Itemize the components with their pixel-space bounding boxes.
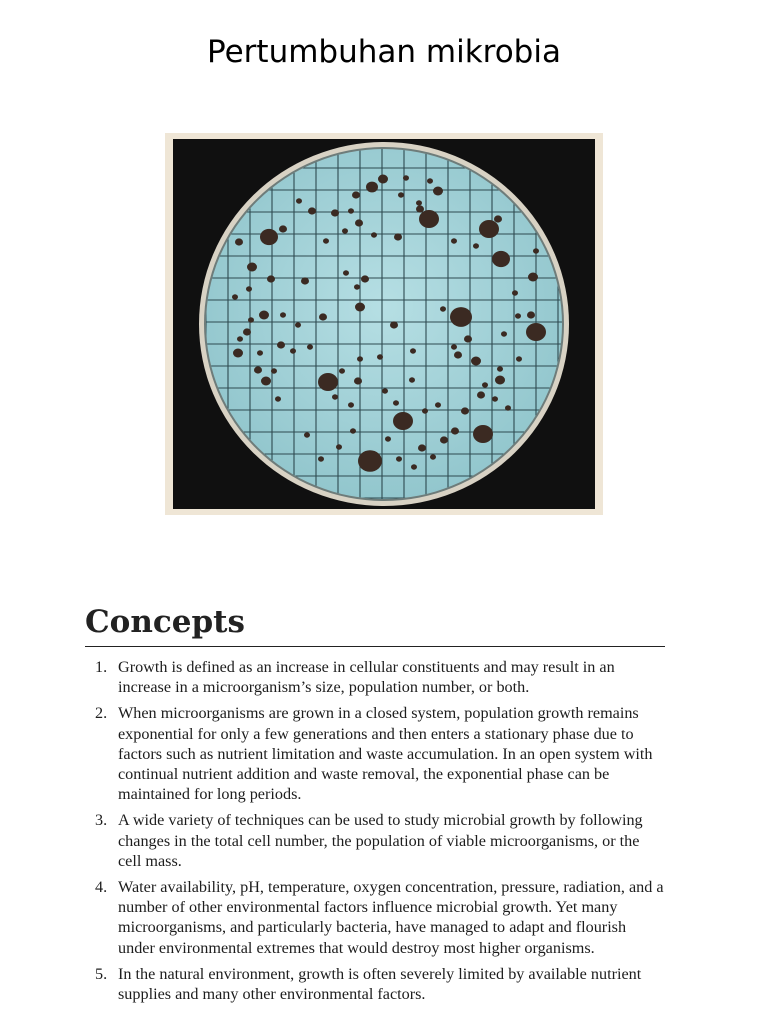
colony bbox=[479, 220, 499, 238]
concept-item-1 bbox=[85, 657, 665, 697]
colony bbox=[319, 313, 327, 320]
colony bbox=[277, 341, 285, 348]
concepts-list bbox=[85, 657, 665, 1004]
colony bbox=[301, 277, 309, 284]
colony bbox=[348, 208, 354, 213]
concept-number: 2. bbox=[95, 704, 108, 723]
colony bbox=[450, 307, 472, 327]
agar-surface bbox=[206, 149, 562, 499]
colony bbox=[403, 175, 409, 180]
colony bbox=[410, 348, 416, 353]
colony bbox=[355, 219, 363, 226]
colony bbox=[260, 229, 278, 245]
colony bbox=[398, 192, 404, 197]
colony bbox=[512, 290, 518, 295]
colony bbox=[233, 349, 243, 358]
colony bbox=[257, 350, 263, 355]
concept-text: A wide variety of techniques can be used to study microbial growth by following changes in the total cell number, the population of viable microorganisms, or the cell mass. bbox=[118, 811, 643, 870]
colony bbox=[433, 187, 443, 196]
colony bbox=[385, 436, 391, 441]
concept-item-3 bbox=[85, 810, 665, 871]
colony bbox=[371, 232, 377, 237]
colony bbox=[318, 456, 324, 461]
colony bbox=[366, 182, 378, 193]
colony bbox=[390, 321, 398, 328]
colony bbox=[501, 331, 507, 336]
colony bbox=[350, 428, 356, 433]
colony bbox=[237, 336, 243, 341]
colony bbox=[411, 464, 417, 469]
colony bbox=[342, 228, 348, 233]
colony bbox=[308, 207, 316, 214]
colony bbox=[246, 286, 252, 291]
colony bbox=[267, 275, 275, 282]
colony bbox=[451, 238, 457, 243]
colony bbox=[235, 238, 243, 245]
colony bbox=[307, 344, 313, 349]
concept-text: Water availability, pH, temperature, oxygen concentration, pressure, radiation, and a number of other environmental factors influence microbial growth. Yet many microorganisms, and particularly bacteria, have managed to adapt and flourish under environmental extremes that would destroy most higher organisms. bbox=[118, 878, 664, 957]
colony bbox=[393, 412, 413, 430]
colony bbox=[296, 198, 302, 203]
colony bbox=[409, 377, 415, 382]
colony bbox=[243, 328, 251, 335]
colony bbox=[248, 317, 254, 322]
colony bbox=[355, 303, 365, 312]
colony bbox=[377, 354, 383, 359]
colony bbox=[494, 215, 502, 222]
colony bbox=[323, 238, 329, 243]
page-title: Pertumbuhan mikrobia bbox=[207, 34, 561, 70]
colony bbox=[259, 311, 269, 320]
colony bbox=[318, 373, 338, 391]
concept-number: 5. bbox=[95, 964, 108, 983]
colony bbox=[416, 200, 422, 205]
colony bbox=[254, 366, 262, 373]
colony bbox=[295, 322, 301, 327]
colony bbox=[343, 270, 349, 275]
colony bbox=[505, 405, 511, 410]
concept-item-4 bbox=[85, 877, 665, 958]
concept-item-2 bbox=[85, 703, 665, 804]
colony bbox=[440, 436, 448, 443]
colony bbox=[418, 444, 426, 451]
colony bbox=[482, 382, 488, 387]
colony bbox=[232, 294, 238, 299]
colony bbox=[461, 407, 469, 414]
colony bbox=[378, 175, 388, 184]
colony bbox=[354, 377, 362, 384]
colony bbox=[495, 376, 505, 385]
colony bbox=[515, 313, 521, 318]
colony bbox=[526, 323, 546, 341]
colony bbox=[290, 348, 296, 353]
colony bbox=[427, 178, 433, 183]
colony bbox=[451, 344, 457, 349]
colony bbox=[492, 251, 510, 267]
concept-text: When microorganisms are grown in a closed system, population growth remains exponential for only a few generations and then enters a stationary phase due to factors such as nutrient limitation and waste accumulation. In an open system with continual nutrient addition and waste removal, the exponential phase can be maintained for long periods. bbox=[118, 704, 653, 804]
colony bbox=[473, 243, 479, 248]
colony-plate-photo bbox=[165, 133, 603, 515]
colony bbox=[422, 408, 428, 413]
colony bbox=[348, 402, 354, 407]
colony bbox=[394, 233, 402, 240]
concept-number: 3. bbox=[95, 811, 108, 830]
concept-number: 1. bbox=[95, 658, 108, 676]
colony bbox=[339, 368, 345, 373]
colony bbox=[354, 284, 360, 289]
colony bbox=[454, 351, 462, 358]
colony bbox=[477, 391, 485, 398]
colony bbox=[280, 312, 286, 317]
colony bbox=[528, 273, 538, 282]
colony bbox=[247, 263, 257, 272]
colony bbox=[533, 248, 539, 253]
colony bbox=[435, 402, 441, 407]
colony bbox=[358, 450, 382, 472]
concepts-section bbox=[85, 600, 665, 1010]
colony bbox=[473, 425, 493, 443]
colony bbox=[464, 335, 472, 342]
colony bbox=[331, 209, 339, 216]
colony bbox=[279, 225, 287, 232]
concept-item-5 bbox=[85, 964, 665, 1004]
concepts-heading: Concepts bbox=[85, 600, 665, 647]
colony bbox=[261, 377, 271, 386]
colony bbox=[275, 396, 281, 401]
colony bbox=[451, 427, 459, 434]
colony bbox=[336, 444, 342, 449]
colony bbox=[497, 366, 503, 371]
colony bbox=[352, 191, 360, 198]
colony bbox=[304, 432, 310, 437]
colony bbox=[516, 356, 522, 361]
colony bbox=[393, 400, 399, 405]
colony bbox=[332, 394, 338, 399]
colony bbox=[430, 454, 436, 459]
colony bbox=[382, 388, 388, 393]
colony bbox=[419, 210, 439, 228]
colony bbox=[357, 356, 363, 361]
colony bbox=[527, 311, 535, 318]
colony bbox=[471, 357, 481, 366]
concept-text: Growth is defined as an increase in cellular constituents and may result in an increase in a microorganism’s size, population number, or both. bbox=[118, 658, 615, 697]
concept-text: In the natural environment, growth is often severely limited by available nutrient supplies and many other environmental factors. bbox=[118, 964, 642, 1004]
colony bbox=[361, 275, 369, 282]
colony-plate-image bbox=[173, 139, 595, 509]
colony bbox=[396, 456, 402, 461]
concept-number: 4. bbox=[95, 878, 108, 897]
colony bbox=[492, 396, 498, 401]
colony bbox=[271, 368, 277, 373]
colony bbox=[416, 205, 424, 212]
colony bbox=[440, 306, 446, 311]
